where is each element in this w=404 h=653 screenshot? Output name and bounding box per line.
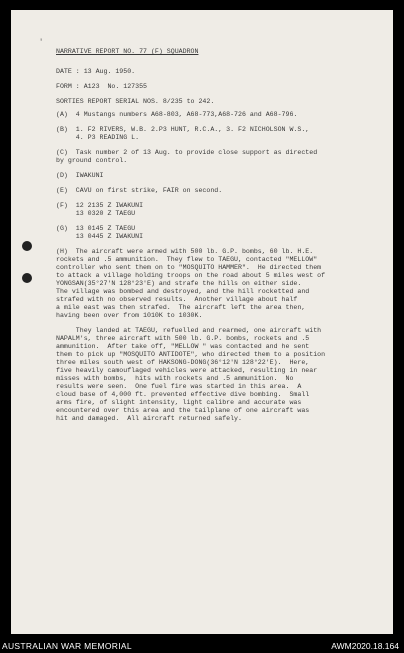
section-h-first-strike: (H) The aircraft were armed with 500 lb. G.P. bombs, 60 lb. H.E. rockets and .5 ammunition. They flew to TAEGU, contacted "MELLOW" controller who sent them on to "MOSQUITO HAMMER". He directed them to attack a village holding troops on the road about 5 miles west of YONGSAN(35°27'N 128°23'E) and strafe the hills on either side. The village was bombed and destroyed, and the hill rocketted and strafed with no observed results. Another village about half a mile east was then strafed. The aircraft left the area then, having been over from 1010K to 1030K. [56,248,326,319]
section-h-second-strike: They landed at TAEGU, refuelled and rearmed, one aircraft with NAPALM's, three aircraft with 500 lb. G.P. bombs, rockets and .5 ammunition. After take off, "MELLOW " was contacted and he sent them to pick up "MOSQUITO ANTIDOTE", who directed them to a position three miles south west of HAKSONG-DONG(36°12'N 128°22'E). Here, five heavily camouflaged vehicles were attacked, resulting in near misses with bombs, hits with rockets and .5 ammunition. No results were seen. One fuel fire was started in this area. A cloud base of 4,000 ft. prevented effective dive bombing. Small arms fire, of slight intensity, light calibre and accurate was encountered over this area and the tailplane of one aircraft was hit and damaged. All aircraft returned safely. [56,327,326,422]
report-date: DATE : 13 Aug. 1950. [56,68,136,75]
footer-accession-number: AWM2020.18.164 [331,641,399,651]
section-a: (A) 4 Mustangs numbers A68-803, A68-773,A68-726 and A68-796. [56,111,298,118]
footer-institution: AUSTRALIAN WAR MEMORIAL [2,641,132,651]
report-title: NARRATIVE REPORT NO. 77 (F) SQUADRON [56,48,199,55]
punch-hole-icon [22,273,32,283]
section-f: (F) 12 2135 Z IWAKUNI 13 0320 Z TAEGU [56,202,144,217]
archive-footer [0,638,404,653]
document-page [11,10,393,634]
margin-mark: ' [39,39,44,47]
report-form: FORM : A123 No. 127355 [56,83,148,90]
section-c: (C) Task number 2 of 13 Aug. to provide close support as directed by ground control. [56,149,318,164]
punch-hole-icon [22,241,32,251]
sorties-serials: SORTIES REPORT SERIAL NOS. 8/235 to 242. [56,98,215,105]
section-d: (D) IWAKUNI [56,172,104,179]
section-b: (B) 1. F2 RIVERS, W.B. 2.P3 HUNT, R.C.A., 3. F2 NICHOLSON W.S., 4. P3 READING L. [56,126,310,141]
section-e: (E) CAVU on first strike, FAIR on second. [56,187,223,194]
section-g: (G) 13 0145 Z TAEGU 13 0445 Z IWAKUNI [56,225,144,240]
